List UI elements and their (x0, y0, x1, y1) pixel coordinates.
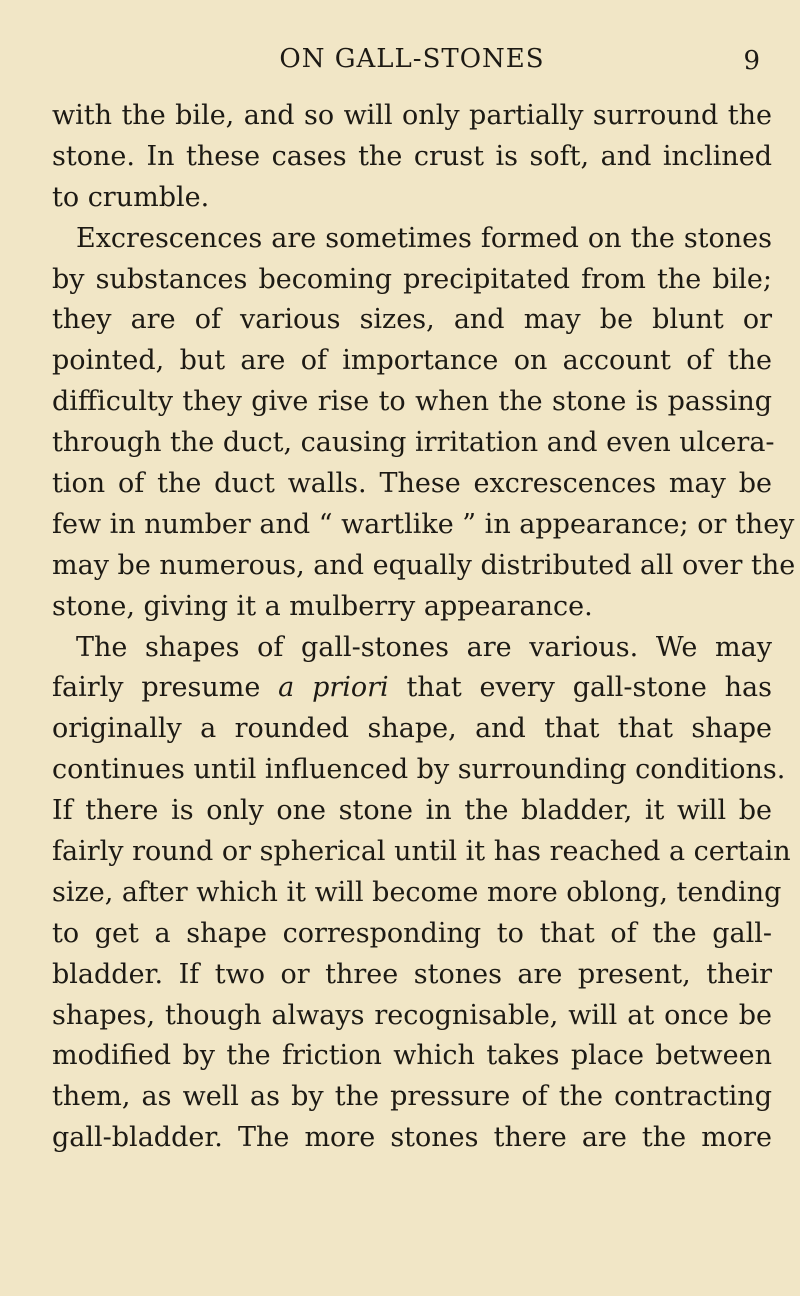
text-line: with the bile, and so will only partially surround the (52, 100, 772, 131)
text-line: tion of the duct walls. These excrescences may be (52, 468, 772, 500)
running-title: ON GALL-STONES (279, 44, 545, 74)
text-line: gall-bladder. The more stones there are the more (52, 1122, 772, 1154)
text-line: modified by the friction which takes place between (52, 1040, 772, 1072)
body-text (52, 96, 796, 1159)
text-line: to crumble. (52, 181, 210, 213)
text-line: may be numerous, and equally distributed all over the (52, 549, 796, 581)
italic-phrase: a priori (278, 672, 389, 704)
text-line: The shapes of gall-stones are various. We may (76, 631, 772, 663)
text-line: originally a rounded shape, and that that shape (52, 713, 772, 745)
page-number: 9 (743, 46, 760, 76)
text-line: by substances becoming precipitated from the bile; (52, 263, 772, 295)
text-line: through the duct, causing irritation and even ulcera- (52, 427, 775, 459)
text-line: fairly round or spherical until it has reached a certain (52, 836, 791, 868)
text-line: stone. In these cases the crust is soft, and inclined (52, 140, 772, 172)
text-line: If there is only one stone in the bladder, it will be (52, 795, 772, 827)
text-line: stone, giving it a mulberry appearance. (52, 590, 593, 622)
text-line: bladder. If two or three stones are present, their (52, 958, 772, 990)
text-line: difficulty they give rise to when the stone is passing (52, 386, 772, 418)
text-line: Excrescences are sometimes formed on the stones (76, 222, 772, 254)
text-line: to get a shape corresponding to that of the gall- (52, 917, 772, 949)
page-header (52, 44, 772, 88)
text-line: them, as well as by the pressure of the contracting (52, 1081, 772, 1113)
text-line: continues until influenced by surrounding conditions. (52, 754, 786, 786)
text-line: fairly presume a priori that every gall-stone has (52, 672, 772, 704)
text-line: pointed, but are of importance on account of the (52, 345, 772, 377)
text-line: few in number and “ wartlike ” in appearance; or they (52, 508, 795, 540)
text-line: size, after which it will become more oblong, tending (52, 876, 782, 908)
text-line: shapes, though always recognisable, will at once be (52, 999, 772, 1031)
text-line: they are of various sizes, and may be blunt or (52, 304, 772, 336)
